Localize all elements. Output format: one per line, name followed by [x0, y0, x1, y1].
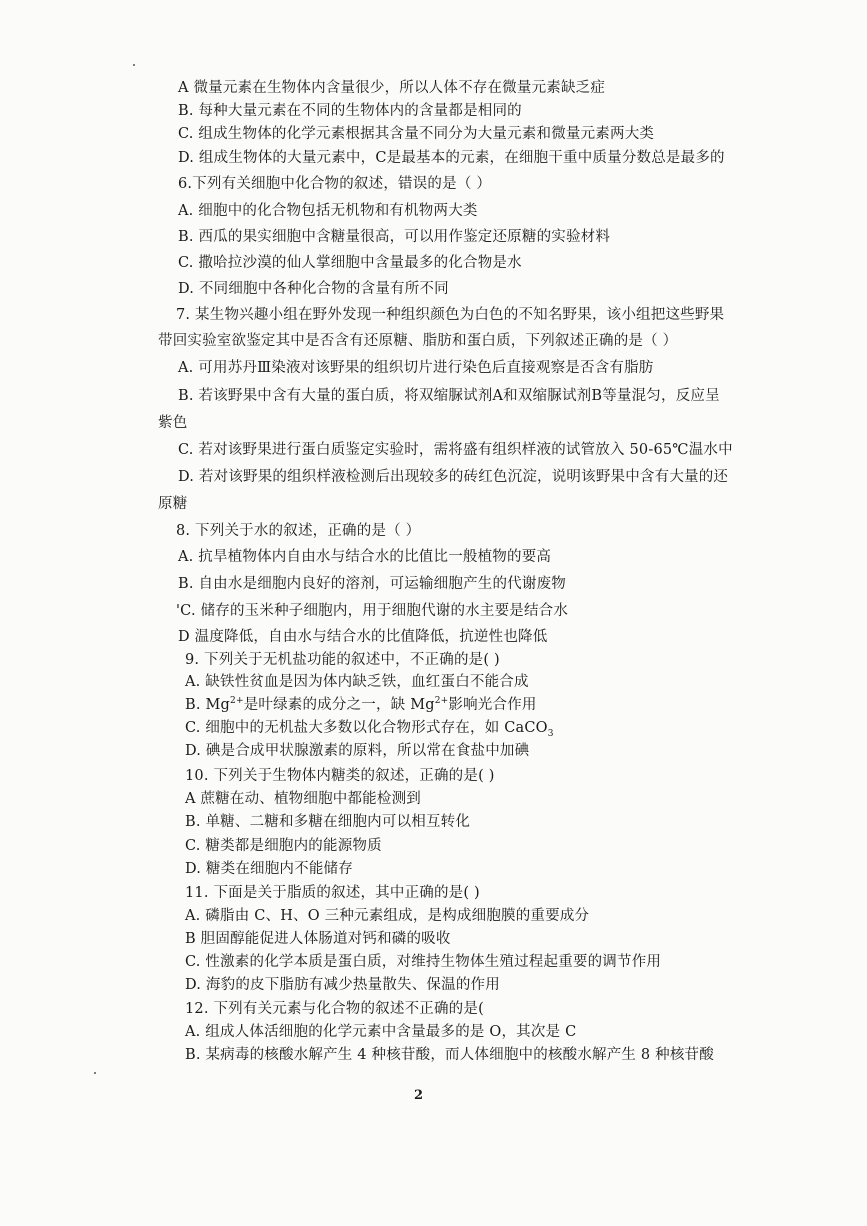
- q5-option-a: A 微量元素在生物体内含量很少，所以人体不存在微量元素缺乏症: [178, 80, 606, 96]
- q11-option-d: D. 海豹的皮下脂肪有减少热量散失、保温的作用: [185, 977, 500, 993]
- q5-option-c: C. 组成生物体的化学元素根据其含量不同分为大量元素和微量元素两大类: [178, 126, 655, 142]
- q8-option-a: A. 抗旱植物体内自由水与结合水的比值比一般植物的要高: [178, 549, 552, 565]
- q7-option-b-line-1: B. 若该野果中含有大量的蛋白质，将双缩脲试剂A和双缩脲试剂B等量混匀，反应呈: [178, 388, 720, 404]
- q11-option-b: B 胆固醇能促进人体肠道对钙和磷的吸收: [185, 931, 451, 947]
- q6-option-a: A. 细胞中的化合物包括无机物和有机物两大类: [178, 203, 478, 219]
- q11-option-c: C. 性激素的化学本质是蛋白质，对维持生物体生殖过程起重要的调节作用: [185, 954, 662, 970]
- q10-option-b: B. 单糖、二糖和多糖在细胞内可以相互转化: [185, 814, 471, 830]
- q7-option-b-line-2: 紫色: [158, 415, 188, 431]
- q9-stem: 9. 下列关于无机盐功能的叙述中，不正确的是( ): [185, 652, 500, 668]
- q9-option-a: A. 缺铁性贫血是因为体内缺乏铁，血红蛋白不能合成: [185, 674, 529, 690]
- q8-stem: 8. 下列关于水的叙述，正确的是（ ）: [176, 523, 421, 539]
- q6-stem: 6.下列有关细胞中化合物的叙述，错误的是（ ）: [178, 176, 492, 192]
- q9-option-b-suffix: 影响光合作用: [448, 697, 537, 713]
- q10-option-d: D. 糖类在细胞内不能储存: [185, 861, 353, 877]
- q9-option-b-charge-1: 2+: [230, 696, 244, 707]
- q7-option-a: A. 可用苏丹Ⅲ染液对该野果的组织切片进行染色后直接观察是否含有脂肪: [178, 360, 654, 376]
- page-number: 2: [414, 1088, 424, 1103]
- q9-option-c-text: C. 细胞中的无机盐大多数以化合物形式存在，如 CaCO: [185, 720, 548, 736]
- q9-option-b: [185, 695, 537, 715]
- q8-option-b: B. 自由水是细胞内良好的溶剂，可运输细胞产生的代谢废物: [178, 576, 566, 592]
- q10-option-a: A 蔗糖在动、植物细胞中都能检测到: [185, 791, 421, 807]
- q11-stem: 11. 下面是关于脂质的叙述，其中正确的是( ): [185, 885, 480, 901]
- q12-option-a: A. 组成人体活细胞的化学元素中含量最多的是 O，其次是 C: [185, 1024, 577, 1040]
- q6-option-d: D. 不同细胞中各种化合物的含量有所不同: [178, 281, 449, 297]
- q12-stem: 12. 下列有关元素与化合物的叙述不正确的是(: [185, 1001, 484, 1017]
- q10-stem: 10. 下列关于生物体内糖类的叙述，正确的是( ): [185, 768, 495, 784]
- q9-option-b-middle: 是叶绿素的成分之一，缺 Mg: [243, 697, 435, 713]
- q7-stem-line-1: 7. 某生物兴趣小组在野外发现一种组织颜色为白色的不知名野果，该小组把这些野果: [176, 307, 725, 323]
- q8-option-d: D 温度降低，自由水与结合水的比值降低，抗逆性也降低: [178, 629, 548, 645]
- q10-option-c: C. 糖类都是细胞内的能源物质: [185, 838, 382, 854]
- q8-option-c: 'C. 储存的玉米种子细胞内，用于细胞代谢的水主要是结合水: [176, 603, 569, 619]
- q9-option-b-charge-2: 2+: [434, 696, 449, 707]
- q6-option-c: C. 撒哈拉沙漠的仙人掌细胞中含量最多的化合物是水: [178, 255, 522, 271]
- q5-option-b: B. 每种大量元素在不同的生物体内的含量都是相同的: [178, 103, 522, 119]
- q11-option-a: A. 磷脂由 C、H、O 三种元素组成，是构成细胞膜的重要成分: [185, 908, 590, 924]
- q7-option-d-line-2: 原糖: [158, 496, 188, 512]
- q7-option-d-line-1: D. 若对该野果的组织样液检测后出现较多的砖红色沉淀，说明该野果中含有大量的还: [178, 469, 729, 485]
- q9-option-c: [185, 718, 554, 738]
- scan-speck: [133, 64, 135, 66]
- scan-speck: [94, 1072, 96, 1074]
- q5-option-d: D. 组成生物体的大量元素中，C是最基本的元素，在细胞干重中质量分数总是最多的: [178, 150, 725, 166]
- q7-option-c: C. 若对该野果进行蛋白质鉴定实验时，需将盛有组织样液的试管放入 50-65℃温水中: [178, 442, 733, 458]
- q9-option-d: D. 碘是合成甲状腺激素的原料，所以常在食盐中加碘: [185, 743, 530, 759]
- q12-option-b: B. 某病毒的核酸水解产生 4 种核苷酸，而人体细胞中的核酸水解产生 8 种核苷酸: [185, 1047, 714, 1063]
- q7-stem-line-2: 带回实验室欲鉴定其中是否含有还原糖、脂肪和蛋白质，下列叙述正确的是（ ）: [158, 333, 678, 349]
- q9-option-b-prefix: B. Mg: [185, 697, 231, 713]
- q9-option-c-subscript: 3: [547, 728, 554, 739]
- q6-option-b: B. 西瓜的果实细胞中含糖量很高，可以用作鉴定还原糖的实验材料: [178, 229, 611, 245]
